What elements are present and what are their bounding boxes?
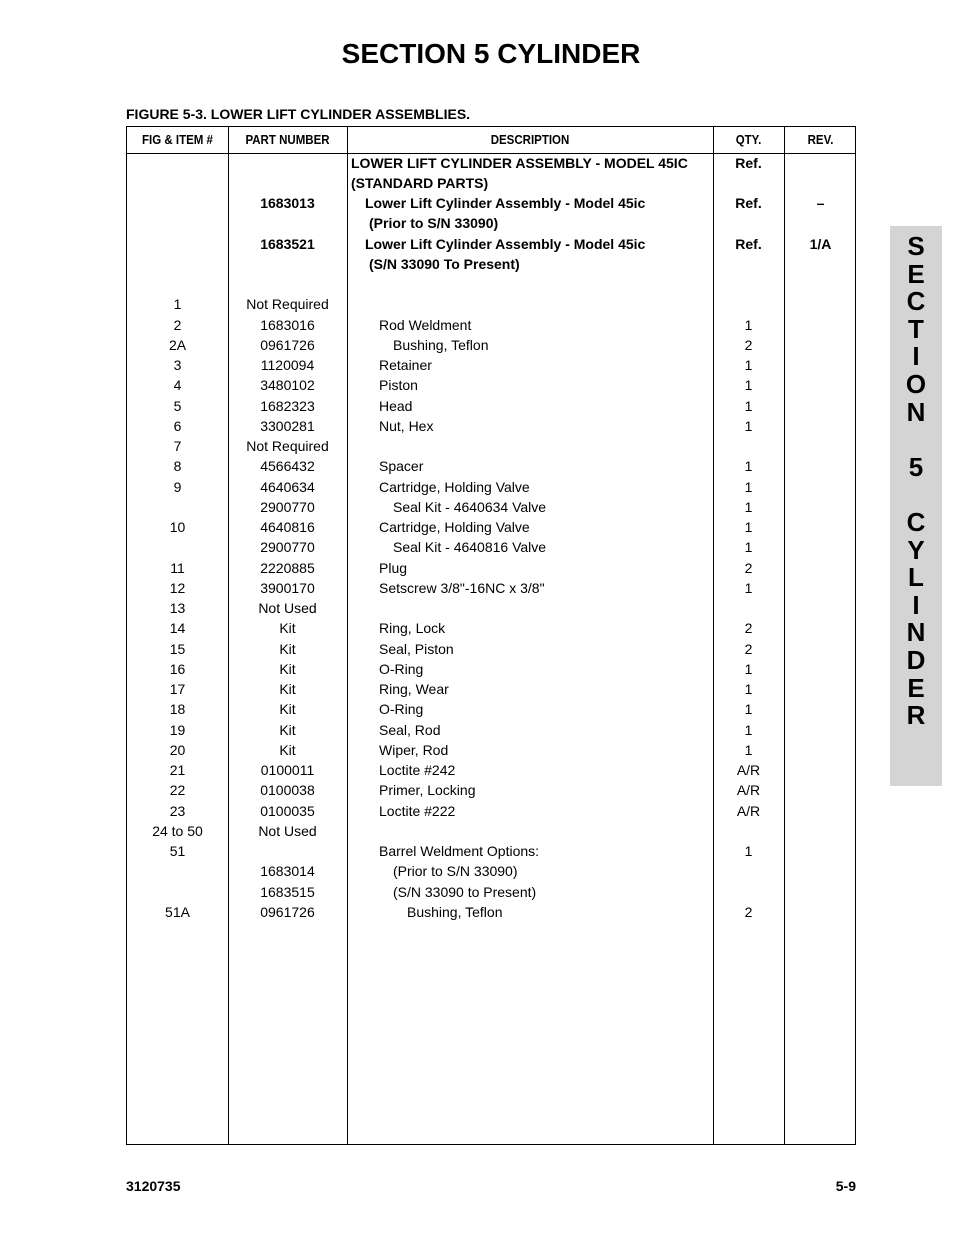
header-part-number: PART NUMBER [245, 133, 330, 147]
description: Seal, Piston [379, 640, 454, 657]
description: Primer, Locking [379, 782, 476, 799]
quantity: 1 [744, 701, 753, 718]
quantity: 1 [744, 539, 753, 556]
item-number: 9 [173, 478, 182, 495]
part-number: 1683521 [260, 235, 315, 252]
side-tab-letter: C [906, 507, 926, 537]
description: Nut, Hex [379, 417, 434, 434]
table-row [127, 416, 855, 436]
table-row [127, 477, 855, 497]
parts-table [126, 126, 856, 1145]
description: (Prior to S/N 33090) [393, 863, 518, 880]
part-number: 4640634 [260, 478, 315, 495]
table-row [127, 861, 855, 881]
quantity: 2 [744, 640, 753, 657]
quantity: 1 [744, 357, 753, 373]
item-number: 2A [168, 336, 187, 353]
table-row [127, 173, 855, 193]
quantity: A/R [736, 782, 761, 799]
revision: 1/A [809, 235, 832, 252]
footer-page-number: 5-9 [835, 1178, 856, 1194]
item-number: 21 [169, 762, 186, 778]
table-row [127, 254, 855, 274]
table-row [127, 355, 855, 375]
quantity: 1 [744, 721, 753, 738]
description: Retainer [379, 357, 432, 373]
quantity: 1 [744, 681, 753, 697]
part-number: Kit [279, 681, 296, 697]
part-number: Not Used [258, 600, 317, 616]
table-row [127, 294, 855, 314]
item-number: 16 [169, 660, 186, 677]
quantity: 1 [744, 478, 753, 495]
part-number: Kit [279, 741, 296, 758]
quantity: A/R [736, 802, 761, 819]
table-row [127, 578, 855, 598]
table-row [127, 740, 855, 760]
description: (STANDARD PARTS) [351, 174, 489, 191]
item-number: 20 [169, 741, 186, 758]
part-number: Not Used [258, 822, 317, 839]
quantity: 1 [744, 417, 753, 434]
side-tab-letter: C [906, 286, 926, 317]
quantity: 1 [744, 660, 753, 677]
table-row [127, 153, 855, 173]
table-row [127, 335, 855, 355]
side-tab-letter: I [912, 589, 920, 620]
description: Cartridge, Holding Valve [379, 478, 530, 495]
item-number: 8 [173, 458, 182, 475]
description: LOWER LIFT CYLINDER ASSEMBLY - MODEL 45IC [351, 154, 688, 171]
part-number: 3900170 [260, 579, 315, 596]
item-number: 14 [169, 620, 186, 637]
item-number: 15 [169, 640, 186, 657]
part-number: 0100038 [260, 782, 315, 799]
description: Lower Lift Cylinder Assembly - Model 45ic [365, 235, 646, 252]
table-row [127, 517, 855, 537]
quantity: Ref. [735, 195, 762, 211]
footer-doc-number: 3120735 [126, 1178, 181, 1194]
header-description: DESCRIPTION [490, 133, 570, 147]
quantity: 2 [744, 336, 753, 353]
quantity: Ref. [735, 235, 762, 252]
table-row [127, 902, 855, 922]
description: Seal Kit - 4640816 Valve [393, 539, 547, 556]
item-number: 4 [173, 377, 182, 394]
table-row [127, 193, 855, 213]
table-row [127, 396, 855, 416]
quantity: 1 [744, 458, 753, 475]
description: Spacer [379, 458, 424, 475]
table-row [127, 659, 855, 679]
quantity: 1 [744, 741, 753, 758]
part-number: 1683013 [260, 195, 315, 211]
description: Seal Kit - 4640634 Valve [393, 498, 547, 515]
description: (Prior to S/N 33090) [369, 215, 499, 232]
item-number: 17 [169, 681, 186, 697]
description: Bushing, Teflon [393, 336, 489, 353]
description: O-Ring [379, 660, 424, 677]
quantity: 1 [744, 843, 753, 859]
part-number: 3480102 [260, 377, 315, 394]
item-number: 13 [169, 600, 186, 616]
part-number: 1120094 [260, 357, 315, 373]
table-row [127, 537, 855, 557]
table-row [127, 234, 855, 254]
description: (S/N 33090 To Present) [369, 255, 520, 272]
quantity: 1 [744, 519, 753, 535]
part-number: 1682323 [260, 397, 315, 414]
item-number: 18 [169, 701, 186, 718]
table-row [127, 720, 855, 740]
quantity: 2 [744, 903, 753, 920]
table-row [127, 699, 855, 719]
table-row [127, 780, 855, 800]
side-tab-letter: L [908, 562, 924, 593]
quantity: 1 [744, 377, 753, 394]
table-row [127, 882, 855, 902]
side-tab-letter: T [908, 313, 924, 344]
part-number: 0100035 [260, 802, 315, 819]
description: O-Ring [379, 701, 424, 718]
item-number: 6 [173, 417, 182, 434]
item-number: 22 [169, 782, 186, 799]
part-number: Not Required [246, 438, 329, 454]
table-row [127, 497, 855, 517]
figure-title: FIGURE 5-3. LOWER LIFT CYLINDER ASSEMBLIES. [126, 106, 471, 122]
description: (S/N 33090 to Present) [393, 883, 537, 900]
table-row [127, 436, 855, 456]
item-number: 11 [170, 559, 185, 576]
table-row [127, 315, 855, 335]
part-number: 2220885 [260, 559, 315, 576]
quantity: 2 [744, 620, 753, 637]
part-number: 4640816 [260, 519, 315, 535]
quantity: 1 [744, 397, 753, 414]
description: Bushing, Teflon [407, 903, 503, 920]
part-number: 3300281 [260, 417, 315, 434]
part-number: Kit [279, 660, 296, 677]
item-number: 12 [169, 579, 186, 596]
description: Piston [379, 377, 418, 394]
section-side-tab [890, 226, 942, 786]
item-number: 1 [173, 296, 182, 313]
header-qty: QTY. [735, 133, 762, 147]
description: Head [379, 397, 413, 414]
item-number: 10 [169, 519, 186, 535]
part-number: Kit [279, 701, 296, 718]
page-title: SECTION 5 CYLINDER [341, 38, 641, 69]
item-number: 51 [169, 843, 186, 859]
part-number: 1683016 [260, 316, 315, 333]
quantity: 2 [744, 559, 753, 576]
description: Seal, Rod [379, 721, 441, 738]
quantity: Ref. [735, 154, 762, 171]
side-tab-letter: R [906, 700, 926, 731]
part-number: 1683515 [260, 883, 315, 900]
table-row [127, 639, 855, 659]
item-number: 24 to 50 [152, 822, 203, 839]
description: Ring, Lock [379, 620, 446, 637]
item-number: 2 [173, 316, 182, 333]
description: Loctite #242 [379, 762, 456, 778]
description: Loctite #222 [379, 802, 456, 819]
table-row [127, 821, 855, 841]
table-row [127, 558, 855, 578]
description: Lower Lift Cylinder Assembly - Model 45ic [365, 195, 646, 211]
table-row [127, 801, 855, 821]
part-number: 2900770 [260, 539, 315, 556]
part-number: Kit [279, 620, 296, 637]
description: Rod Weldment [379, 316, 472, 333]
part-number: Kit [279, 640, 296, 657]
header-rev: REV. [807, 133, 834, 147]
table-row [127, 679, 855, 699]
revision: – [816, 195, 825, 211]
side-tab-letter: E [907, 672, 925, 703]
table-row [127, 213, 855, 233]
description: Wiper, Rod [379, 741, 449, 758]
item-number: 19 [169, 721, 186, 738]
side-tab-letter: I [912, 341, 920, 372]
table-row [127, 841, 855, 861]
item-number: 5 [173, 397, 182, 414]
side-tab-letter: E [907, 258, 925, 289]
side-tab-letter: N [906, 396, 926, 427]
quantity: 1 [744, 579, 753, 596]
header-item: FIG & ITEM # [142, 133, 213, 147]
table-row [127, 375, 855, 395]
item-number: 23 [169, 802, 186, 819]
description: Setscrew 3/8"-16NC x 3/8" [379, 579, 545, 596]
side-tab-letter: S [907, 231, 925, 261]
part-number: 2900770 [260, 498, 315, 515]
item-number: 51A [165, 903, 190, 920]
table-row [127, 760, 855, 780]
part-number: 4566432 [260, 458, 315, 475]
description: Barrel Weldment Options: [379, 843, 540, 859]
part-number: Not Required [246, 296, 329, 313]
side-tab-letter: 5 [908, 451, 924, 482]
table-row [127, 274, 855, 294]
part-number: 0961726 [260, 336, 315, 353]
description: Cartridge, Holding Valve [379, 519, 530, 535]
quantity: 1 [744, 316, 753, 333]
quantity: 1 [744, 498, 753, 515]
part-number: 0100011 [260, 762, 315, 778]
part-number: 1683014 [260, 863, 315, 880]
description: Plug [379, 559, 408, 576]
side-tab-letter: D [906, 645, 926, 675]
table-row [127, 456, 855, 476]
item-number: 3 [173, 357, 182, 373]
item-number: 7 [173, 438, 182, 454]
table-row [127, 598, 855, 618]
part-number: 0961726 [260, 903, 315, 920]
description: Ring, Wear [379, 681, 449, 697]
side-tab-letter: Y [907, 534, 925, 565]
side-tab-letter: N [906, 617, 926, 648]
side-tab-letter: O [905, 369, 927, 399]
table-row [127, 618, 855, 638]
part-number: Kit [279, 721, 296, 738]
quantity: A/R [736, 762, 761, 778]
